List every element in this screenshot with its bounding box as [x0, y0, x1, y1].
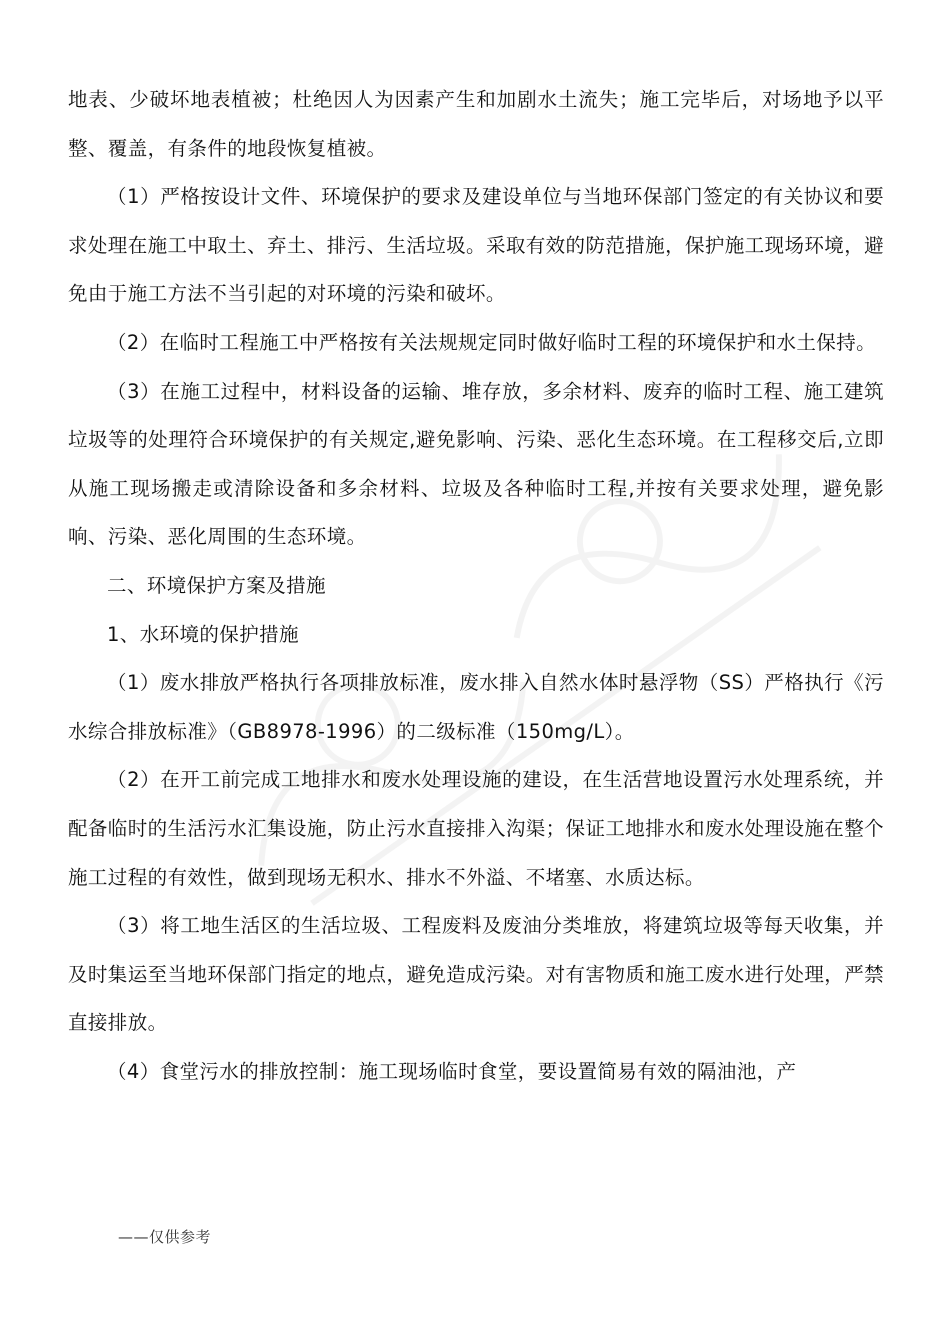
paragraph-6: （2）在开工前完成工地排水和废水处理设施的建设，在生活营地设置污水处理系统，并配备临时的生活污水汇集设施，防止污水直接排入沟渠；保证工地排水和废水处理设施在整个施工过程的有效性，做到现场无积水、排水不外溢、不堵塞、水质达标。 [68, 768, 884, 889]
paragraph-8: （4）食堂污水的排放控制：施工现场临时食堂，要设置简易有效的隔油池，产 [107, 1059, 797, 1083]
paragraph-4: （3）在施工过程中，材料设备的运输、堆存放，多余材料、废弃的临时工程、施工建筑垃圾等的处理符合环境保护的有关规定,避免影响、污染、恶化生态环境。在工程移交后,立即从施工现场搬走或清除设备和多余材料、垃圾及各种临时工程,并按有关要求处理，避免影响、污染、恶化周围的生态环境。 [68, 379, 884, 549]
paragraph-7: （3）将工地生活区的生活垃圾、工程废料及废油分类堆放，将建筑垃圾等每天收集，并及时集运至当地环保部门指定的地点，避免造成污染。对有害物质和施工废水进行处理，严禁直接排放。 [68, 914, 884, 1035]
paragraph-1: 地表、少破坏地表植被；杜绝因人为因素产生和加剧水土流失；施工完毕后，对场地予以平整、覆盖，有条件的地段恢复植被。 [68, 88, 884, 160]
subsection-heading: 1、水环境的保护措施 [107, 622, 299, 646]
section-heading: 二、环境保护方案及措施 [107, 573, 326, 597]
body-text [68, 76, 884, 1096]
paragraph-3: （2）在临时工程施工中严格按有关法规规定同时做好临时工程的环境保护和水土保持。 [107, 330, 877, 354]
paragraph-2: （1）严格按设计文件、环境保护的要求及建设单位与当地环保部门签定的有关协议和要求处理在施工中取土、弃土、排污、生活垃圾。采取有效的防范措施，保护施工现场环境，避免由于施工方法不当引起的对环境的污染和破坏。 [68, 185, 884, 306]
page-footer: ——仅供参考 [118, 1228, 212, 1246]
paragraph-5: （1）废水排放严格执行各项排放标准，废水排入自然水体时悬浮物（SS）严格执行《污水综合排放标准》（GB8978-1996）的二级标准（150mg/L）。 [68, 671, 884, 743]
